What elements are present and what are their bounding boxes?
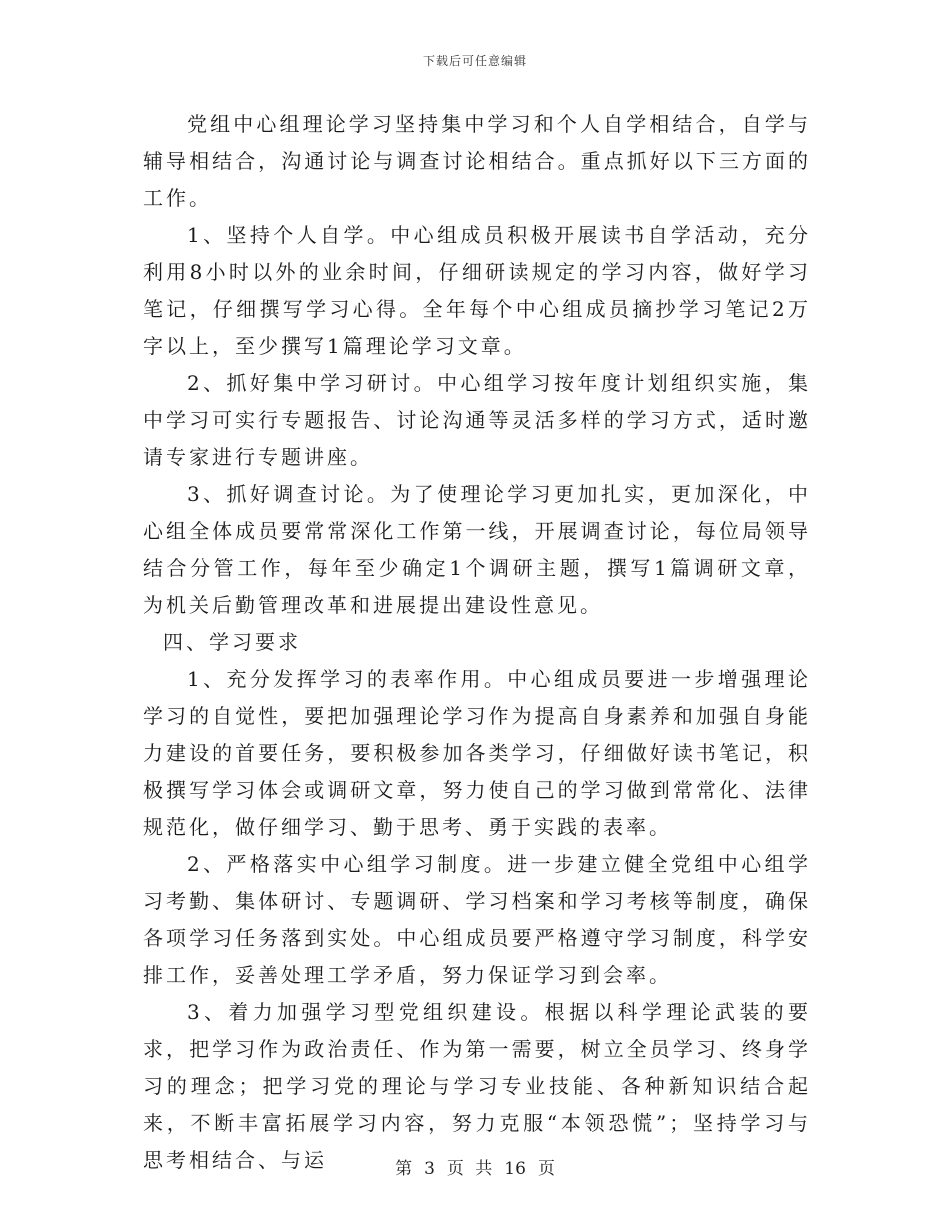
paragraph-organization: 3、着力加强学习型党组织建设。根据以科学理论武装的要求，把学习作为政治责任、作为第一需要，树立全员学习、终身学习的理念；把学习党的理论与学习专业技能、各种新知识结合起来，不断丰富拓展学习内容，努力克服“本领恐慌”；坚持学习与思考相结合、与运 xyxy=(143,1000,811,1172)
page-label-pre: 第 xyxy=(395,1159,413,1179)
page-current: 3 xyxy=(424,1159,435,1179)
page-header: 下载后可任意编辑 xyxy=(422,54,527,68)
paragraph-research: 3、抓好调查讨论。为了使理论学习更加扎实，更加深化，中心组全体成员要常常深化工作第一线，开展调查讨论，每位局领导结合分管工作，每年至少确定1个调研主题，撰写1篇调研文章，为机关后勤管理改革和进展提出建设性意见。 xyxy=(143,482,811,617)
document-body xyxy=(143,106,811,1179)
paragraph-self-study: 1、坚持个人自学。中心组成员积极开展读书自学活动，充分利用8小时以外的业余时间，仔细研读规定的学习内容，做好学习笔记，仔细撰写学习心得。全年每个中心组成员摘抄学习笔记2万字以上，至少撰写1篇理论学习文章。 xyxy=(143,223,811,358)
page-total: 16 xyxy=(504,1159,526,1179)
page-label-mid: 页 共 xyxy=(446,1159,493,1179)
section-heading-requirements: 四、学习要求 xyxy=(163,630,301,654)
paragraph-role-model: 1、充分发挥学习的表率作用。中心组成员要进一步增强理论学习的自觉性，要把加强理论学习作为提高自身素养和加强自身能力建设的首要任务，要积极参加各类学习，仔细做好读书笔记，积极撰写学习体会或调研文章，努力使自己的学习做到常常化、法律规范化，做仔细学习、勤于思考、勇于实践的表率。 xyxy=(143,667,811,839)
paragraph-group-study: 2、抓好集中学习研讨。中心组学习按年度计划组织实施，集中学习可实行专题报告、讨论沟通等灵活多样的学习方式，适时邀请专家进行专题讲座。 xyxy=(143,371,811,469)
page-footer xyxy=(0,1154,950,1179)
paragraph-intro: 党组中心组理论学习坚持集中学习和个人自学相结合，自学与辅导相结合，沟通讨论与调查讨论相结合。重点抓好以下三方面的工作。 xyxy=(143,112,811,210)
page-label-post: 页 xyxy=(537,1159,555,1179)
paragraph-system: 2、严格落实中心组学习制度。进一步建立健全党组中心组学习考勤、集体研讨、专题调研、学习档案和学习考核等制度，确保各项学习任务落到实处。中心组成员要严格遵守学习制度，科学安排工作，妥善处理工学矛盾，努力保证学习到会率。 xyxy=(143,852,811,987)
